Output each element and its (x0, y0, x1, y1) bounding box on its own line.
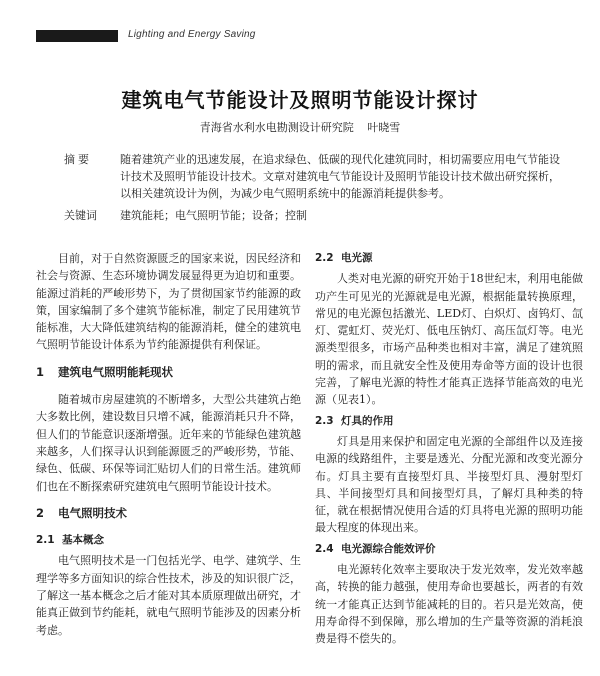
paper-title: 建筑电气节能设计及照明节能设计探讨 (121, 88, 479, 112)
abstract-label: 摘要 (64, 153, 92, 166)
keywords-text: 建筑能耗；电气照明节能；设备；控制 (120, 209, 307, 222)
section-2-1-title: 基本概念 (62, 534, 104, 547)
section-2-1-heading (36, 532, 301, 549)
intro-paragraph: 目前，对于自然资源匮乏的国家来说，因民经济和社会与资源、生态环境协调发展显得更为迫切和重要。能源过消耗的严峻形势下，为了贯彻国家节约能源的政策，国家编制了多个建筑节能标准，制定了民用建筑节能标准，大大降低建筑结构的能源消耗，健全的建筑电气照明节能设计体系为节约能源提供有利保证。 (36, 252, 301, 352)
section-2-3-paragraph: 灯具是用来保护和固定电光源的全部组件以及连接电源的线路组件，主要是透光、分配光源和改变光源分布。灯具主要有直接型灯具、半接型灯具、漫射型灯具、半间接型灯具和间接型灯具，了解灯具种类的特征，就在根据情况使用合适的灯具将电光源的照明功能最大程度的体现出来。 (315, 434, 583, 535)
section-2-number: 2 (36, 505, 45, 520)
left-column (36, 250, 301, 639)
section-2-4-number: 2.4 (315, 542, 334, 555)
section-1-heading (36, 364, 301, 381)
author-line (0, 119, 600, 135)
affiliation: 青海省水利水电勘测设计研究院 (199, 121, 354, 134)
section-2-2-title: 电光源 (341, 252, 373, 264)
section-2-1-paragraph: 电气照明技术是一门包括光学、电学、建筑学、生理学等多方面知识的综合性技术，涉及的知识很广泛，了解这一基本概念之后才能对其本质原理做出研究，才能真正做到节约能耗，就电气照明节能涉及的因素分析考虑。 (36, 554, 301, 637)
section-2-2-paragraph: 人类对电光源的研究开始于18世纪末，利用电能做功产生可见光的光源就是电光源，根据能量转换原理，常见的电光源包括激光、LED灯、白炽灯、卤钨灯、氙灯、霓虹灯、荧光灯、低电压钠灯、高压氙灯等。电光源类型很多，市场产品种类也相对丰富，满足了建筑照明的需求，而且就安全性及使用寿命等方面的设计也很完善，了解电光源的特性才能真正选择节能高效的电光源（见表1）。 (315, 272, 583, 407)
right-column (315, 250, 583, 648)
page-header (36, 28, 596, 48)
section-label-bar (36, 30, 118, 42)
abstract-block (64, 151, 564, 224)
section-2-3-number: 2.3 (315, 414, 334, 427)
section-2-heading (36, 505, 301, 522)
abstract-row (64, 151, 564, 202)
section-subtitle: Lighting and Energy Saving (128, 29, 256, 40)
section-2-2-heading (315, 250, 583, 267)
section-2-4-paragraph: 电光源转化效率主要取决于发光效率，发光效率越高，转换的能力越强，使用寿命也要越长，两者的有效统一才能真正达到节能减耗的目的。若只是光效高，使用寿命得不到保障，那么增加的生产量等资源的消耗浪费是得不偿失的。 (315, 563, 583, 646)
section-2-title: 电气照明技术 (58, 505, 127, 520)
abstract-text: 随着建筑产业的迅速发展，在追求绿色、低碳的现代化建筑同时，相切需要应用电气节能设计技术及照明节能设计技术。文章对建筑电气节能设计及照明节能设计技术做出研究探析，以相关建筑设计为例，为减少电气照明系统中的能源消耗提供参考。 (120, 153, 560, 200)
section-2-4-title: 电光源综合能效评价 (341, 542, 436, 555)
section-2-2-number: 2.2 (315, 252, 334, 264)
section-2-3-heading (315, 413, 583, 430)
section-2-4-heading (315, 541, 583, 558)
keywords-label: 关键词 (64, 209, 97, 222)
section-1-number: 1 (36, 364, 45, 379)
section-2-3-title: 灯具的作用 (341, 414, 394, 427)
keywords-row (64, 207, 564, 224)
section-1-paragraph: 随着城市房屋建筑的不断增多，大型公共建筑占绝大多数比例，建设数目只增不减，能源消耗只升不降，但人们的节能意识逐渐增强。近年来的节能绿色建筑越来越多，人们探寻认识到能源匮乏的严峻形势，节能、绿色、低碳、环保等词汇贴切人们的日常生活。建筑师们也在不断探索研究建筑电气照明节能设计技术。 (36, 393, 301, 493)
section-1-title: 建筑电气照明能耗现状 (58, 364, 173, 379)
section-2-1-number: 2.1 (36, 534, 55, 547)
author-name: 叶晓雪 (367, 121, 401, 134)
